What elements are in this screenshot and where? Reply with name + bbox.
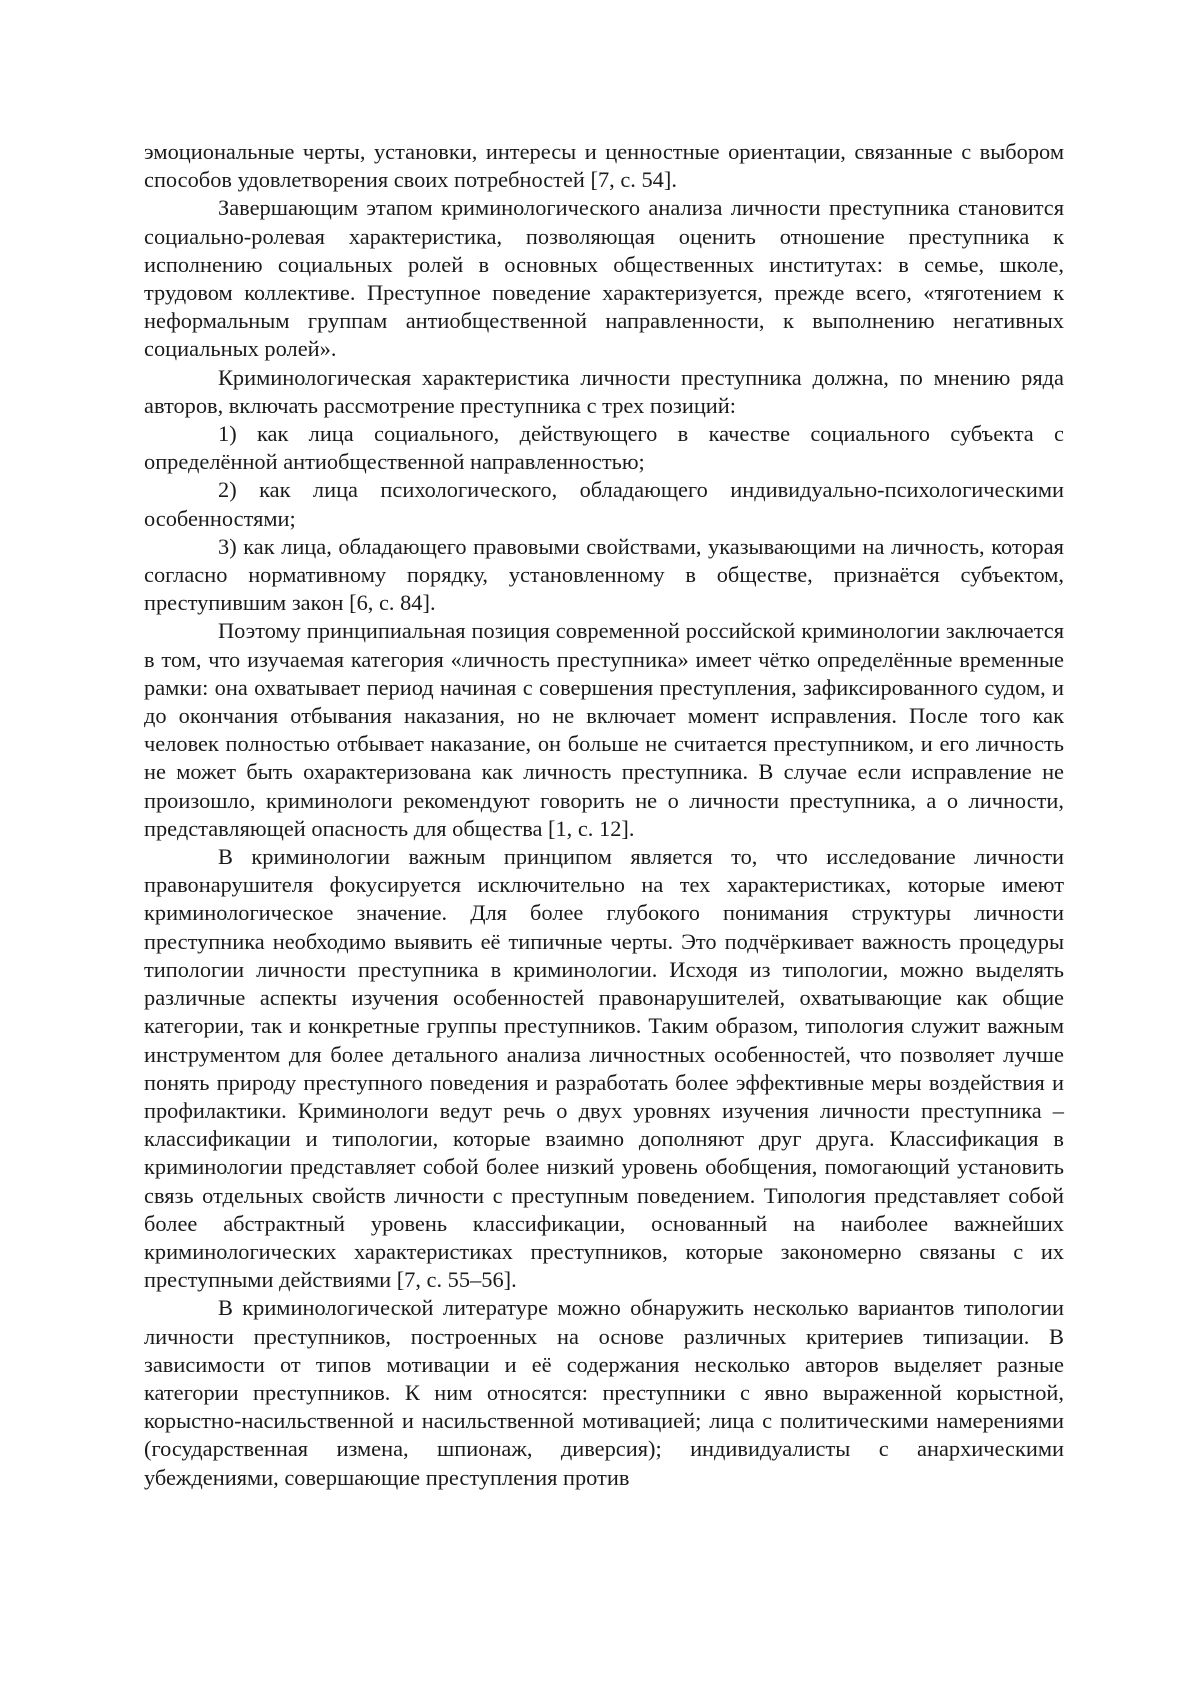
document-page xyxy=(144,138,1064,1492)
list-item-1: 1) как лица социального, действующего в качестве социального субъекта с определённой антиобщественной направленностью; xyxy=(144,421,1064,475)
list-item-2: 2) как лица психологического, обладающего индивидуально-психологическими особенностями; xyxy=(144,477,1064,531)
paragraph-2: Завершающим этапом криминологического анализа личности преступника становится социально-ролевая характеристика, позволяющая оценить отношение преступника к исполнению социальных ролей в основных общественных институтах: в семье, школе, трудовом коллективе. Преступное поведение характеризуется, прежде всего, «тяготением к неформальным группам антиобщественной направленности, к выполнению негативных социальных ролей». xyxy=(144,195,1064,362)
paragraph-1: эмоциональные черты, установки, интересы и ценностные ориентации, связанные с выбором способов удовлетворения своих потребностей [7, с. 54]. xyxy=(144,139,1064,193)
paragraph-6: В криминологической литературе можно обнаружить несколько вариантов типологии личности преступников, построенных на основе различных критериев типизации. В зависимости от типов мотивации и её содержания несколько авторов выделяет разные категории преступников. К ним относятся: преступники с явно выраженной корыстной, корыстно-насильственной и насильственной мотивацией; лица с политическими намерениями (государственная измена, шпионаж, диверсия); индивидуалисты с анархическими убеждениями, совершающие преступления против xyxy=(144,1295,1064,1490)
paragraph-3: Криминологическая характеристика личности преступника должна, по мнению ряда авторов, включать рассмотрение преступника с трех позиций: xyxy=(144,364,1064,418)
paragraph-4: Поэтому принципиальная позиция современной российской криминологии заключается в том, что изучаемая категория «личность преступника» имеет чётко определённые временные рамки: она охватывает период начиная с совершения преступления, зафиксированного судом, и до окончания отбывания наказания, но не включает момент исправления. После того как человек полностью отбывает наказание, он больше не считается преступником, и его личность не может быть охарактеризована как личность преступника. В случае если исправление не произошло, криминологи рекомендуют говорить не о личности преступника, а о личности, представляющей опасность для общества [1, с. 12]. xyxy=(144,618,1064,841)
list-item-3: 3) как лица, обладающего правовыми свойствами, указывающими на личность, которая согласно нормативному порядку, установленному в обществе, признаётся субъектом, преступившим закон [6, с. 84]. xyxy=(144,533,1064,616)
paragraph-5: В криминологии важным принципом является то, что исследование личности правонарушителя фокусируется исключительно на тех характеристиках, которые имеют криминологическое значение. Для более глубокого понимания структуры личности преступника необходимо выявить её типичные черты. Это подчёркивает важность процедуры типологии личности преступника в криминологии. Исходя из типологии, можно выделять различные аспекты изучения особенностей правонарушителей, охватывающие как общие категории, так и конкретные группы преступников. Таким образом, типология служит важным инструментом для более детального анализа личностных особенностей, что позволяет лучше понять природу преступного поведения и разработать более эффективные меры воздействия и профилактики. Криминологи ведут речь о двух уровнях изучения личности преступника – классификации и типологии, которые взаимно дополняют друг друга. Классификация в криминологии представляет собой более низкий уровень обобщения, помогающий установить связь отдельных свойств личности с преступным поведением. Типология представляет собой более абстрактный уровень классификации, основанный на наиболее важнейших криминологических характеристиках преступников, которые закономерно связаны с их преступными действиями [7, с. 55–56]. xyxy=(144,844,1064,1293)
